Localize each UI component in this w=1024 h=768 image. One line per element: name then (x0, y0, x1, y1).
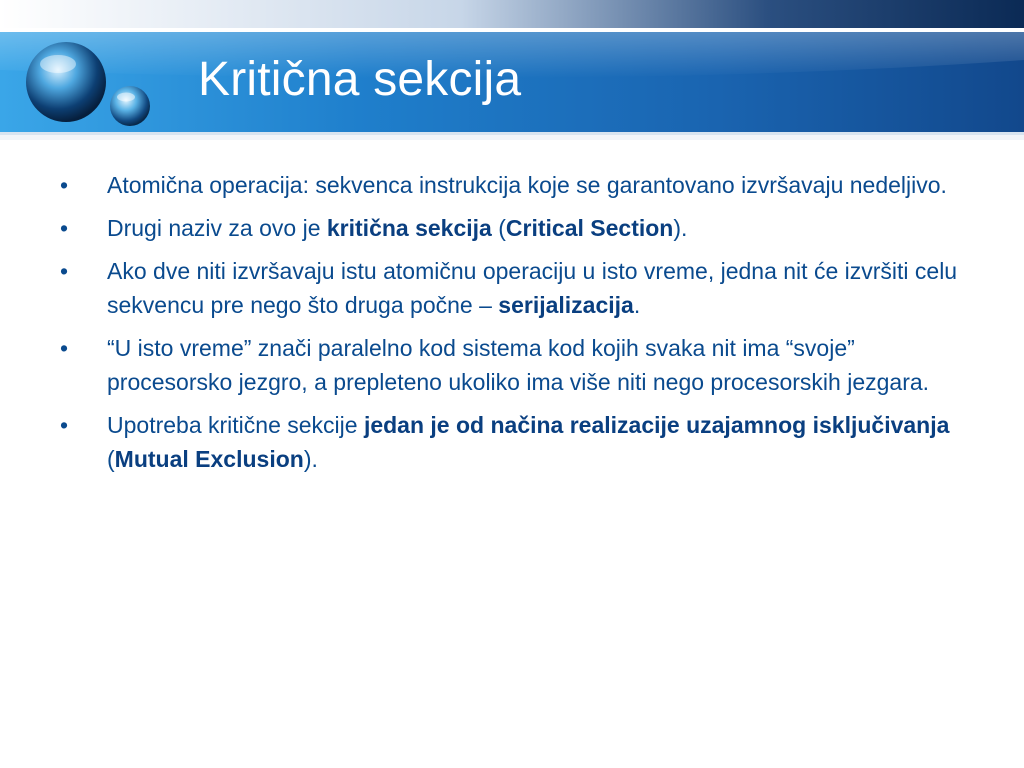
bullet-text: ). (303, 446, 318, 472)
bullet-bold-text: Critical Section (505, 215, 674, 241)
bullet-text: ( (491, 215, 506, 241)
bullet-item (56, 254, 986, 322)
bullet-text: ( (107, 446, 115, 472)
bullet-bold-text: Mutual Exclusion (114, 446, 304, 472)
bullet-item (56, 331, 986, 399)
bullet-dot-icon: • (60, 258, 69, 284)
bullet-bold-text: kritična sekcija (326, 215, 492, 241)
slide-header (0, 0, 1024, 140)
bullet-item (56, 168, 986, 202)
bullet-dot-icon: • (60, 172, 69, 198)
bullet-dot-icon: • (60, 412, 69, 438)
bullet-bold-text: jedan je od načina realizacije uzajamnog isključivanja (363, 412, 950, 438)
slide-title: Kritična sekcija (198, 53, 522, 106)
bullet-list (56, 168, 986, 485)
bullet-text: ). (673, 215, 688, 241)
bullet-item (56, 211, 986, 245)
bullet-dot-icon: • (60, 335, 69, 361)
bullet-item (56, 408, 986, 476)
bullet-text: Upotreba kritične sekcije (107, 412, 364, 438)
bullet-text: Atomična operacija: sekvenca instrukcija koje se garantovano izvršavaju nedeljivo. (107, 172, 947, 198)
bullet-text: “U isto vreme” znači paralelno kod sistema kod kojih svaka nit ima “svoje” procesorsko jezgro, a prepleteno ukoliko ima više niti nego procesorskih jezgara. (107, 335, 930, 395)
bullet-text: Ako dve niti izvršavaju istu atomičnu operaciju u isto vreme, jedna nit će izvršiti celu sekvencu pre nego što druga počne – (107, 258, 958, 318)
bullet-text: . (633, 292, 641, 318)
bullet-dot-icon: • (60, 215, 69, 241)
blue-spheres-logo-icon (18, 36, 158, 136)
bullet-text: Drugi naziv za ovo je (107, 215, 327, 241)
bullet-bold-text: serijalizacija (498, 292, 634, 318)
